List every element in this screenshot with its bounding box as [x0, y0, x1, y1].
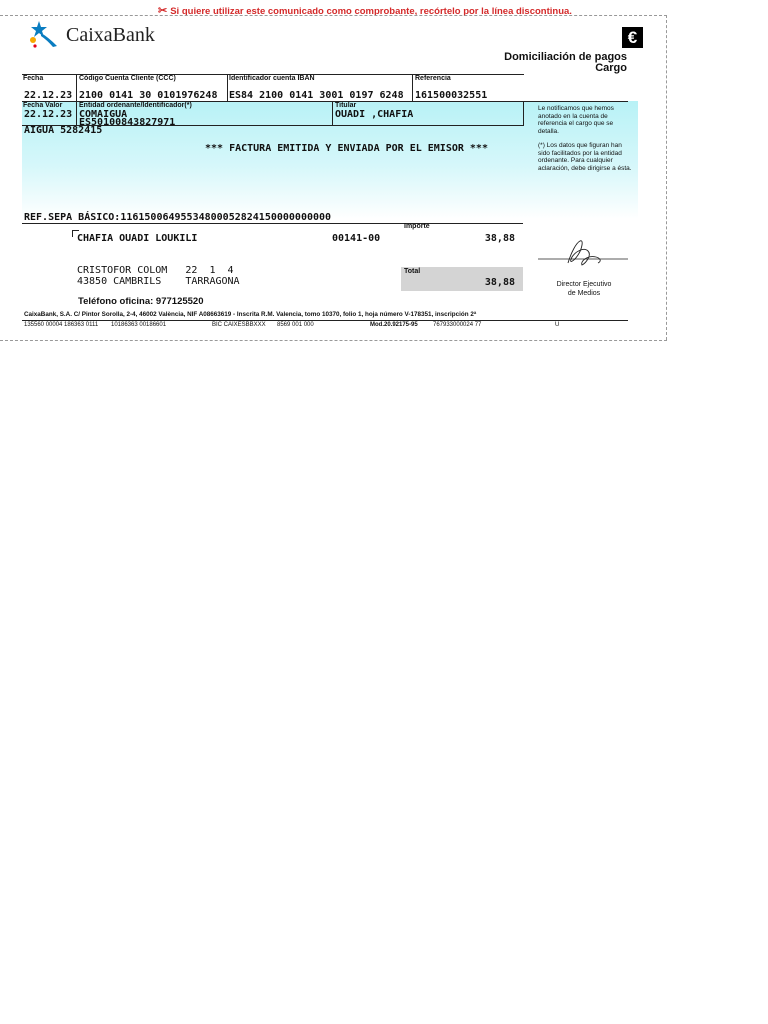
- brand-name: CaixaBank: [66, 24, 155, 46]
- footer-code-6: 767933000024 77: [433, 322, 482, 328]
- concept: AIGUA 5282415: [24, 125, 103, 136]
- col-divider-2: [227, 74, 228, 101]
- referencia-value: 161500032551: [415, 90, 488, 101]
- cut-line-top: [0, 15, 667, 16]
- entidad-name: COMAIGUA: [79, 109, 128, 120]
- document-title: [504, 52, 627, 74]
- signature-title-line-2: de Medios: [567, 290, 601, 297]
- invoice-notice: *** FACTURA EMITIDA Y ENVIADA POR EL EMISOR ***: [205, 143, 488, 154]
- footer-code-4: 8569 001 000: [277, 322, 314, 328]
- importe-label: Importe: [404, 223, 430, 230]
- cut-line-right: [666, 15, 667, 340]
- side-note-1: Le notificamos que hemos anotado en la cuenta de referencia el cargo que se detalla.: [538, 105, 614, 135]
- telefono-oficina: Teléfono oficina: 977125520: [78, 296, 204, 307]
- side-note-2: (*) Los datos que figuran han sido facilitados por la entidad ordenante. Para cualquier aclaración, debe dirigirse a ésta.: [538, 142, 632, 172]
- entidad-id: ES50100843827971: [79, 117, 176, 128]
- document-title-text: Domiciliación de pagos: [504, 51, 627, 63]
- total-value: 38,88: [484, 277, 515, 288]
- document-subtitle: Cargo: [595, 62, 627, 74]
- ref-sepa: REF.SEPA BÁSICO:11615006495534800052824150000000000: [24, 212, 332, 223]
- signature-title-line-1: Director Ejecutivo: [556, 281, 612, 288]
- footer-code-1: 135560 00004 186363 0111: [24, 322, 99, 328]
- iban-value: ES84 2100 0141 3001 0197 6248: [229, 90, 404, 101]
- col-divider-1: [76, 74, 77, 125]
- fecha-valor-value: 22.12.23: [24, 109, 73, 120]
- signature-graphic: [538, 235, 630, 271]
- signature-title: [540, 280, 628, 298]
- recipient-name: CHAFIA OUADI LOUKILI: [77, 233, 198, 244]
- recipient-city: 43850 CAMBRILS TARRAGONA: [77, 276, 240, 287]
- fecha-label: Fecha: [23, 75, 44, 82]
- fecha-valor-label: Fecha Valor: [23, 102, 63, 109]
- cut-line-bottom: [0, 340, 667, 341]
- footer-code-2: 10186363 00186601: [111, 322, 167, 328]
- col-divider-3: [412, 74, 413, 101]
- amount: 38,88: [484, 233, 515, 244]
- col-divider-5: [523, 101, 524, 125]
- titular-label: Titular: [335, 102, 357, 109]
- cut-notice: ✂ Si quiere utilizar este comunicado como comprobante, recórtelo por la línea discontinua.: [158, 5, 572, 17]
- ref-divider: [22, 223, 523, 224]
- office-code: 00141-00: [332, 233, 381, 244]
- euro-icon: €: [622, 27, 643, 48]
- col-divider-4: [332, 101, 333, 125]
- recipient-street: CRISTOFOR COLOM 22 1 4: [77, 265, 234, 276]
- ccc-value: 2100 0141 30 0101976248: [79, 90, 218, 101]
- entidad-label: Entidad ordenante/Identificador(*): [79, 102, 192, 109]
- footer-code-5: Mod.20.92175-95: [370, 322, 418, 328]
- star-person-icon: [26, 20, 60, 48]
- referencia-label: Referencia: [415, 75, 451, 82]
- ccc-label: Código Cuenta Cliente (CCC): [79, 75, 176, 82]
- titular-value: OUADI ,CHAFIA: [335, 109, 414, 120]
- total-label: Total: [404, 268, 421, 275]
- footer-divider: [22, 320, 628, 321]
- scissors-icon: ✂: [158, 5, 168, 17]
- fecha-value: 22.12.23: [24, 90, 73, 101]
- footer-code-7: U: [555, 322, 560, 328]
- legal-text: CaixaBank, S.A. C/ Pintor Sorolla, 2-4, 46002 València, NIF A08663619 - Inscrita R.M. Valencia, tomo 10370, folio 1, hoja número V-178351, inscripción 2ª: [24, 311, 477, 318]
- footer-code-3: BIC CAIXESBBXXX: [212, 322, 266, 328]
- iban-label: Identificador cuenta IBAN: [229, 75, 315, 82]
